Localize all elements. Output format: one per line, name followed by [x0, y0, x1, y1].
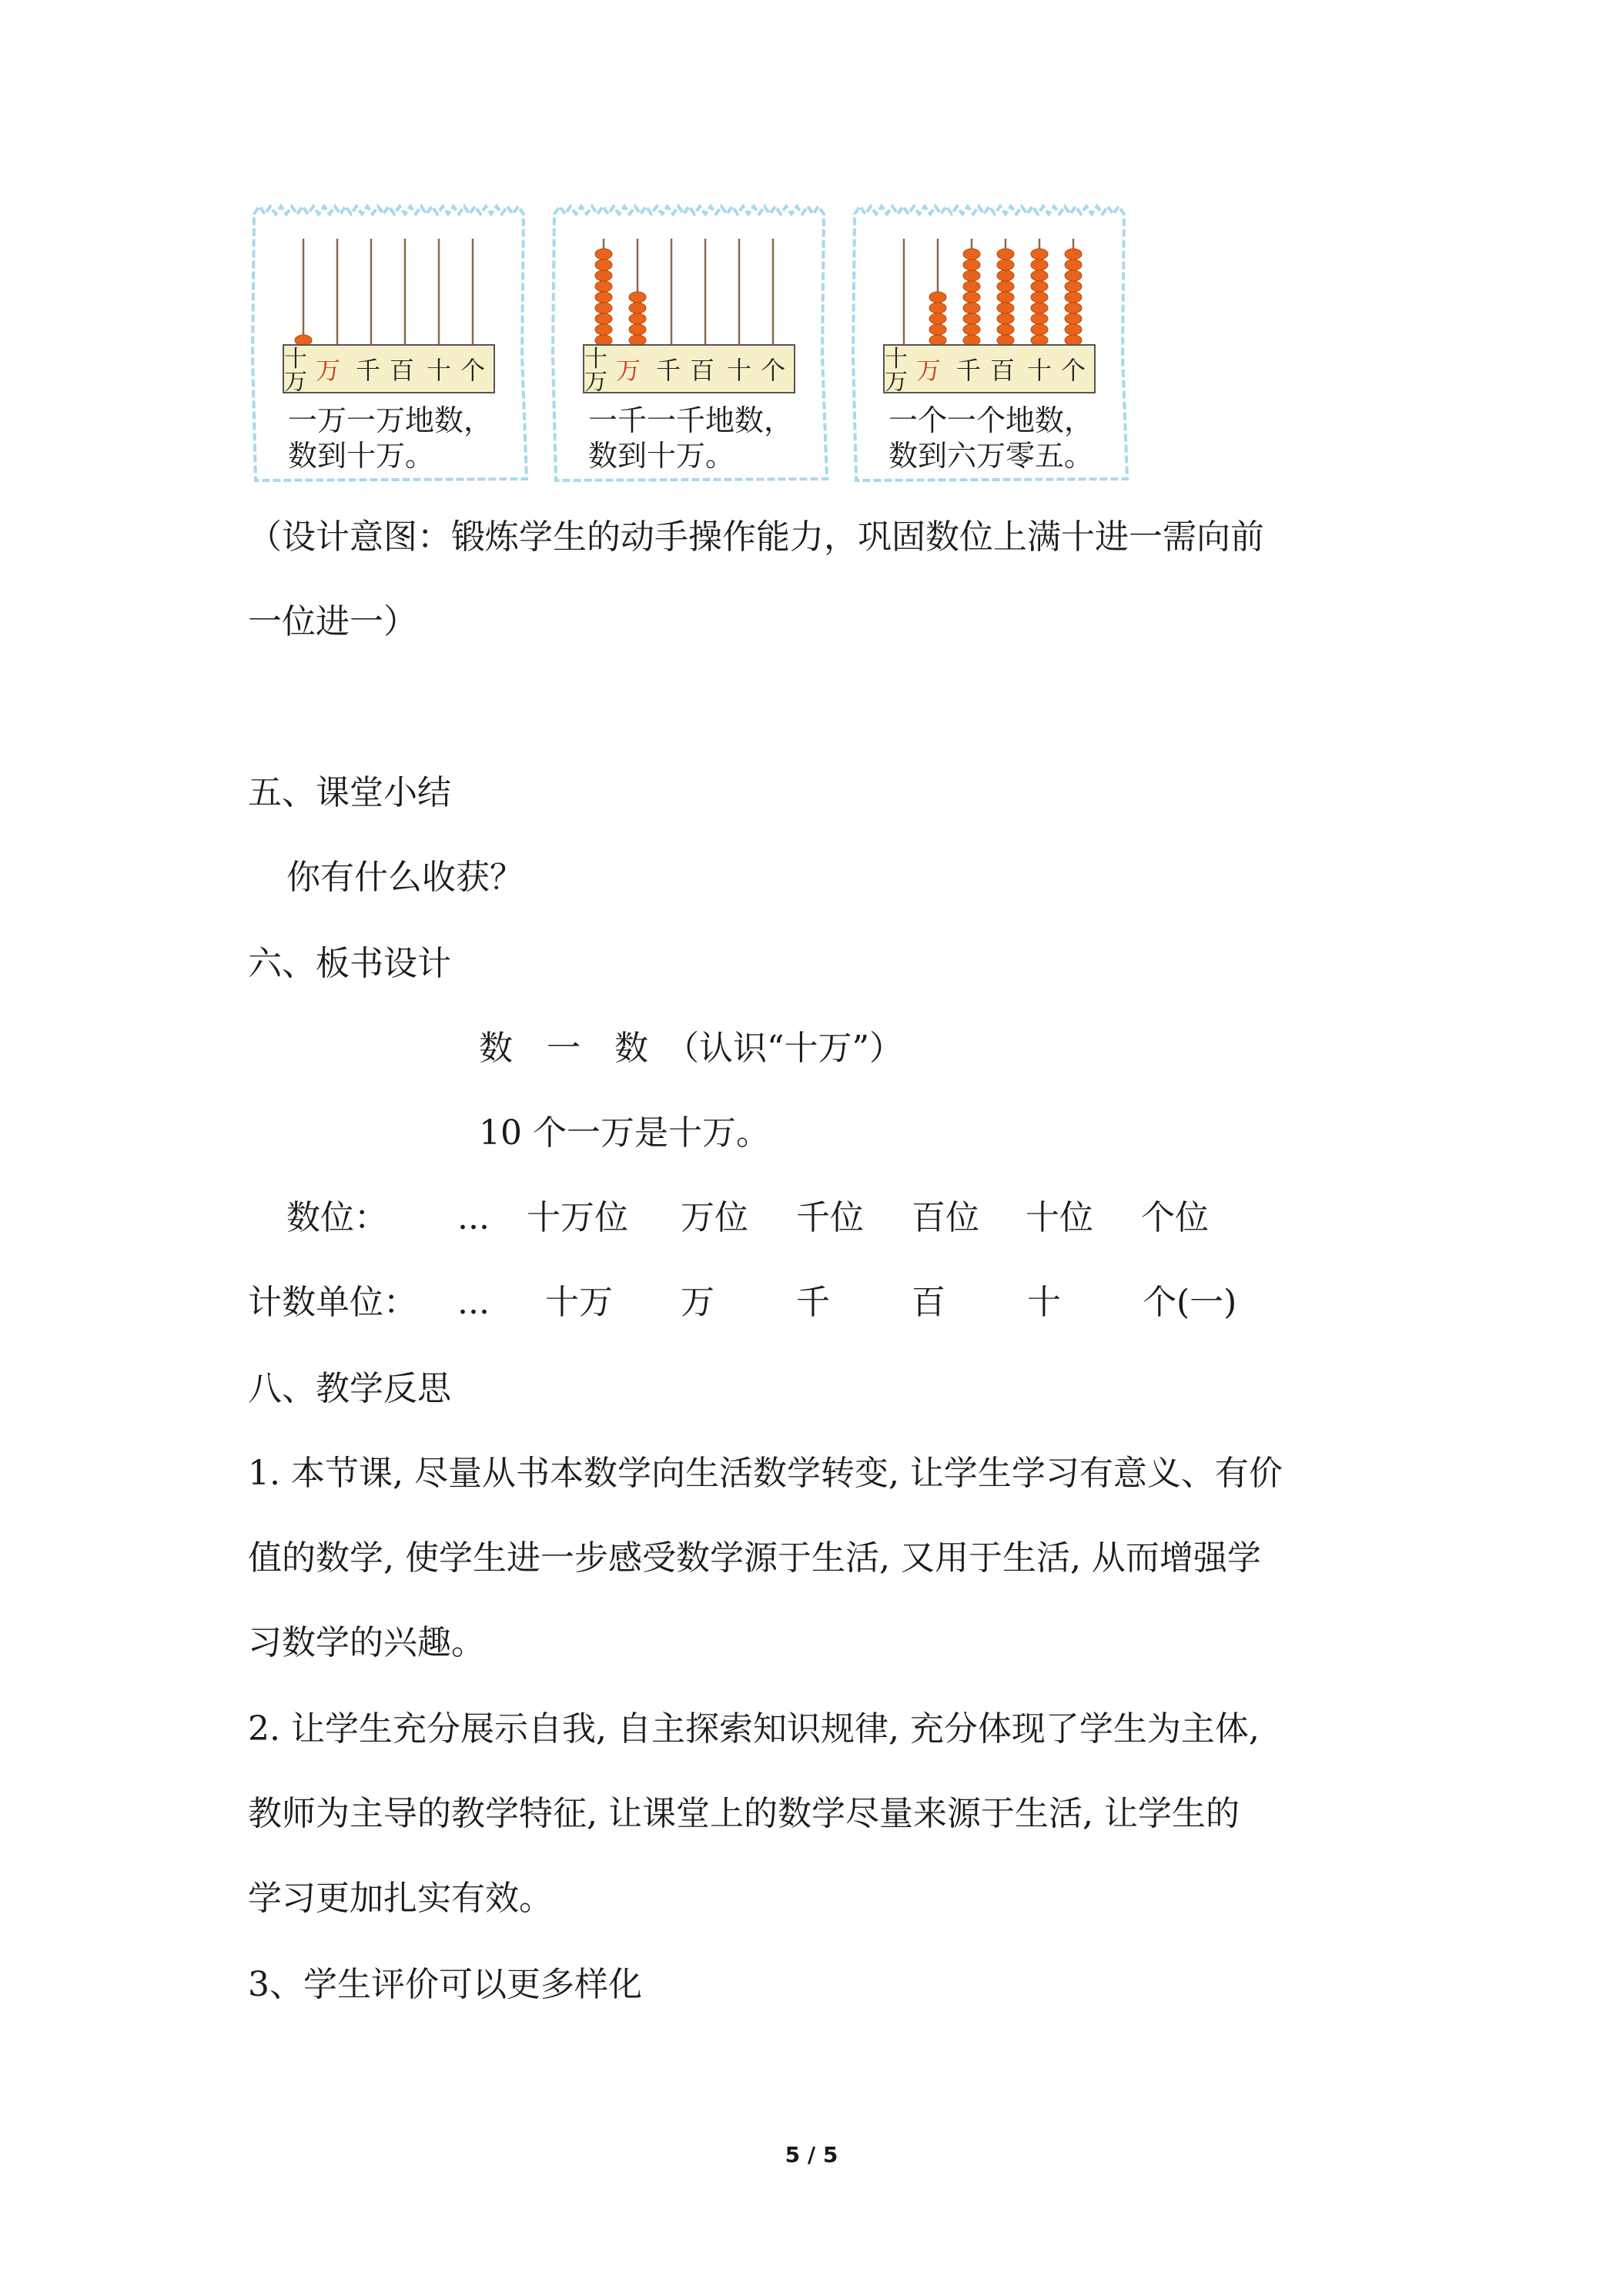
place-value-item: 百位: [912, 1198, 979, 1237]
abacus-bead: [963, 249, 980, 259]
place-value-item: 十万位: [527, 1198, 628, 1237]
abacus-bead: [997, 249, 1014, 259]
section5-question: 你有什么收获？: [286, 858, 524, 897]
place-value-ellipsis: ...: [457, 1198, 490, 1237]
board-title: 数 一 数 （认识“十万”）: [479, 1029, 903, 1068]
abacus-caption: 数到十万。: [588, 439, 735, 473]
abacus-bead: [929, 303, 946, 313]
abacus-bead: [1031, 281, 1048, 292]
abacus-label-shi2: 十: [726, 356, 752, 385]
abacus-bead: [629, 292, 646, 303]
abacus-bead: [929, 324, 946, 335]
abacus-bead: [1065, 303, 1082, 313]
abacus-bead: [1065, 324, 1082, 335]
abacus-bead: [1031, 292, 1048, 303]
abacus-bead: [963, 270, 980, 281]
abacus-label-ge: 个: [1060, 356, 1086, 385]
abacus-bead: [963, 259, 980, 270]
abacus-card-1: [248, 202, 533, 488]
place-value-label: 数位：: [286, 1198, 388, 1237]
abacus-bead: [629, 303, 646, 313]
abacus-bead: [1065, 313, 1082, 324]
counting-unit-item: 千: [796, 1283, 830, 1322]
reflection-line: 值的数学, 使学生进一步感受数学源于生活, 又用于生活, 从而增强学: [248, 1538, 1261, 1578]
abacus-bead: [963, 335, 980, 346]
abacus-bead: [595, 292, 612, 303]
counting-unit-item: 万: [681, 1283, 714, 1322]
reflection-line: 教师为主导的教学特征, 让课堂上的数学尽量来源于生活, 让学生的: [248, 1794, 1240, 1833]
abacus-bead: [595, 335, 612, 346]
reflection-line: 学习更加扎实有效。: [248, 1879, 553, 1918]
abacus-label-qian: 千: [355, 356, 381, 385]
abacus-bead: [997, 270, 1014, 281]
abacus-bead: [997, 292, 1014, 303]
abacus-bead: [595, 281, 612, 292]
abacus-label-wan-small: 万: [885, 369, 908, 396]
abacus-bead: [963, 303, 980, 313]
abacus-bead: [595, 249, 612, 259]
counting-unit-ellipsis: ...: [457, 1283, 490, 1322]
abacus-label-wan: 万: [315, 356, 341, 385]
section8-title: 八、教学反思: [248, 1369, 451, 1408]
abacus-label-shi2: 十: [426, 356, 452, 385]
abacus-caption: 数到十万。: [288, 439, 435, 473]
board-line2: 10 个一万是十万。: [479, 1113, 770, 1153]
counting-unit-item: 十: [1027, 1283, 1061, 1322]
page-number: 5 / 5: [785, 2142, 838, 2167]
reflection-line: 2. 让学生充分展示自我, 自主探索知识规律, 充分体现了学生为主体,: [248, 1709, 1260, 1749]
abacus-bead: [595, 303, 612, 313]
abacus-label-bai: 百: [389, 356, 415, 385]
abacus-bead: [295, 335, 312, 346]
abacus-label-ge: 个: [460, 356, 486, 385]
abacus-label-wan-small: 万: [584, 369, 607, 396]
abacus-label-wan-small: 万: [284, 369, 307, 396]
abacus-bead: [963, 313, 980, 324]
abacus-bead: [1065, 335, 1082, 346]
abacus-bead: [997, 303, 1014, 313]
abacus-bead: [1031, 335, 1048, 346]
counting-unit-item: 十万: [545, 1283, 613, 1322]
abacus-bead: [1031, 270, 1048, 281]
abacus-bead: [997, 281, 1014, 292]
abacus-label-qian: 千: [655, 356, 681, 385]
section5-title: 五、课堂小结: [248, 773, 451, 812]
abacus-card-3: [848, 202, 1133, 488]
abacus-bead: [595, 270, 612, 281]
abacus-bead: [997, 259, 1014, 270]
abacus-bead: [1065, 292, 1082, 303]
abacus-bead: [1031, 313, 1048, 324]
abacus-bead: [595, 313, 612, 324]
design-intent-line1: （设计意图：锻炼学生的动手操作能力，巩固数位上满十进一需向前: [248, 517, 1264, 557]
abacus-bead: [997, 313, 1014, 324]
abacus-bead: [1065, 259, 1082, 270]
reflection-line: 3、学生评价可以更多样化: [248, 1965, 642, 2004]
place-value-item: 万位: [681, 1198, 748, 1237]
abacus-bead: [929, 313, 946, 324]
abacus-bead: [1031, 303, 1048, 313]
abacus-card-2: [548, 202, 833, 488]
abacus-label-shi: 十: [284, 346, 307, 373]
abacus-bead: [1031, 324, 1048, 335]
abacus-bead: [629, 313, 646, 324]
abacus-bead: [963, 281, 980, 292]
place-value-item: 千位: [796, 1198, 864, 1237]
abacus-bead: [595, 324, 612, 335]
reflection-line: 习数学的兴趣。: [248, 1623, 485, 1662]
abacus-bead: [929, 335, 946, 346]
abacus-label-bai: 百: [689, 356, 715, 385]
place-value-item: 个位: [1141, 1198, 1209, 1237]
abacus-bead: [929, 292, 946, 303]
abacus-label-wan: 万: [915, 356, 942, 385]
abacus-label-shi2: 十: [1026, 356, 1052, 385]
counting-unit-label: 计数单位：: [248, 1283, 417, 1322]
abacus-bead: [1065, 281, 1082, 292]
abacus-label-shi: 十: [885, 346, 908, 373]
abacus-bead: [1065, 249, 1082, 259]
section6-title: 六、板书设计: [248, 944, 451, 983]
reflection-line: 1. 本节课, 尽量从书本数学向生活数学转变, 让学生学习有意义、有价: [248, 1454, 1283, 1493]
abacus-bead: [629, 335, 646, 346]
abacus-caption: 一千一千地数，: [588, 403, 794, 437]
abacus-caption: 一个一个地数，: [888, 403, 1094, 437]
abacus-bead: [997, 324, 1014, 335]
abacus-bead: [1031, 259, 1048, 270]
abacus-bead: [629, 324, 646, 335]
abacus-label-shi: 十: [584, 346, 607, 373]
place-value-item: 十位: [1026, 1198, 1093, 1237]
abacus-bead: [1031, 249, 1048, 259]
abacus-bead: [595, 259, 612, 270]
design-intent-line2: 一位进一）: [248, 602, 417, 641]
counting-unit-item: 百: [912, 1283, 945, 1322]
abacus-bead: [963, 292, 980, 303]
abacus-bead: [963, 324, 980, 335]
abacus-bead: [997, 335, 1014, 346]
abacus-bead: [1065, 270, 1082, 281]
abacus-label-ge: 个: [760, 356, 786, 385]
counting-unit-item: 个(一): [1143, 1283, 1237, 1322]
abacus-label-qian: 千: [955, 356, 982, 385]
abacus-caption: 一万一万地数，: [288, 403, 494, 437]
abacus-label-bai: 百: [989, 356, 1016, 385]
abacus-label-wan: 万: [615, 356, 641, 385]
abacus-caption: 数到六万零五。: [888, 439, 1094, 473]
